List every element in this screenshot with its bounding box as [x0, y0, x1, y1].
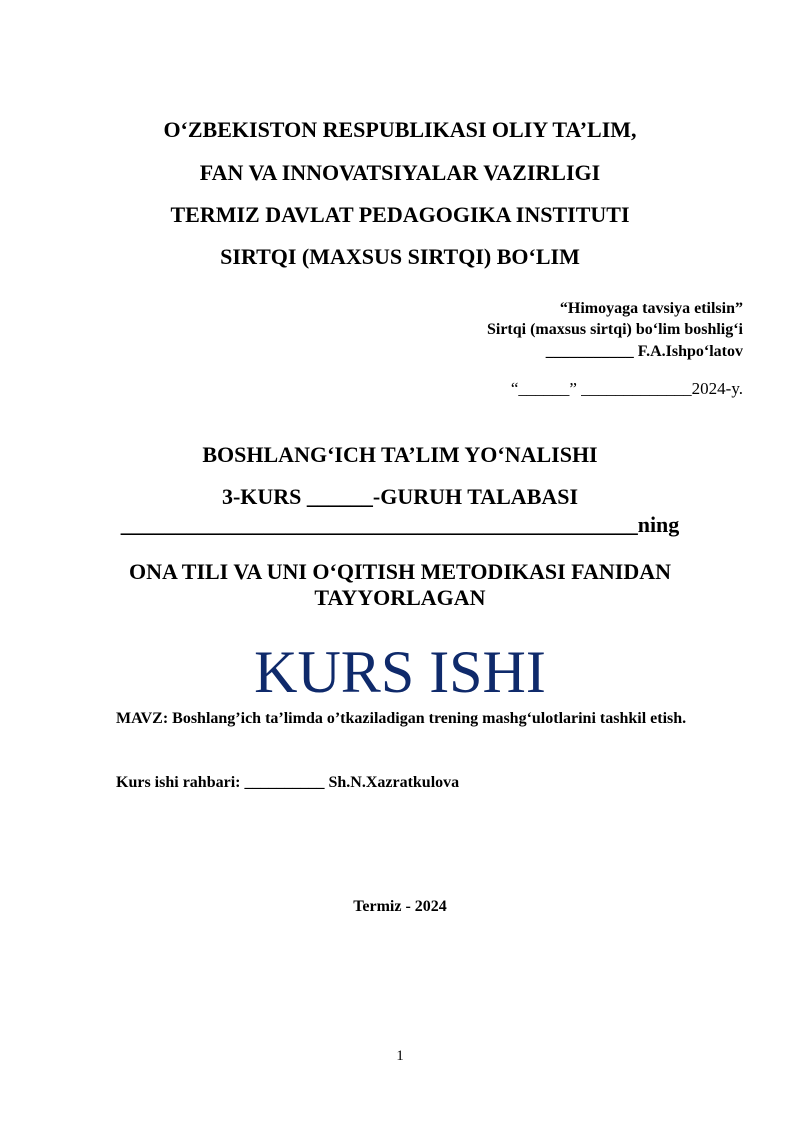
- course-group-line: 3-KURS ______-GURUH TALABASI: [221, 484, 579, 509]
- subject-line-2: TAYYORLAGAN: [314, 585, 486, 610]
- ministry-line-1: O‘ZBEKISTON RESPUBLIKASI OLIY TA’LIM,: [163, 117, 637, 142]
- page-number: 1: [396, 1048, 404, 1064]
- approval-signature: ___________ F.A.Ishpo‘latov: [545, 343, 743, 360]
- institute-name: TERMIZ DAVLAT PEDAGOGIKA INSTITUTI: [170, 202, 630, 227]
- department-name: SIRTQI (MAXSUS SIRTQI) BO‘LIM: [220, 244, 580, 269]
- supervisor-line: Kurs ishi rahbari: __________ Sh.N.Xazratkulova: [116, 774, 460, 791]
- city-year: Termiz - 2024: [353, 898, 447, 915]
- approval-position: Sirtqi (maxsus sirtqi) bo‘lim boshlig‘i: [486, 321, 743, 338]
- topic-text: MAVZ: Boshlang’ich ta’limda o’tkaziladigan trening mashg‘ulotlarini tashkil etish.: [116, 710, 687, 727]
- approval-date: “______” _____________2024-y.: [510, 379, 743, 398]
- student-name-line: _______________________________________________ning: [120, 512, 680, 537]
- ministry-line-2: FAN VA INNOVATSIYALAR VAZIRLIGI: [199, 160, 601, 185]
- subject-line-1: ONA TILI VA UNI O‘QITISH METODIKASI FANIDAN: [129, 559, 671, 584]
- approval-recommendation: “Himoyaga tavsiya etilsin”: [559, 300, 743, 317]
- study-direction: BOSHLANG‘ICH TA’LIM YO‘NALISHI: [202, 442, 598, 467]
- document-type-title: KURS ISHI: [254, 639, 546, 705]
